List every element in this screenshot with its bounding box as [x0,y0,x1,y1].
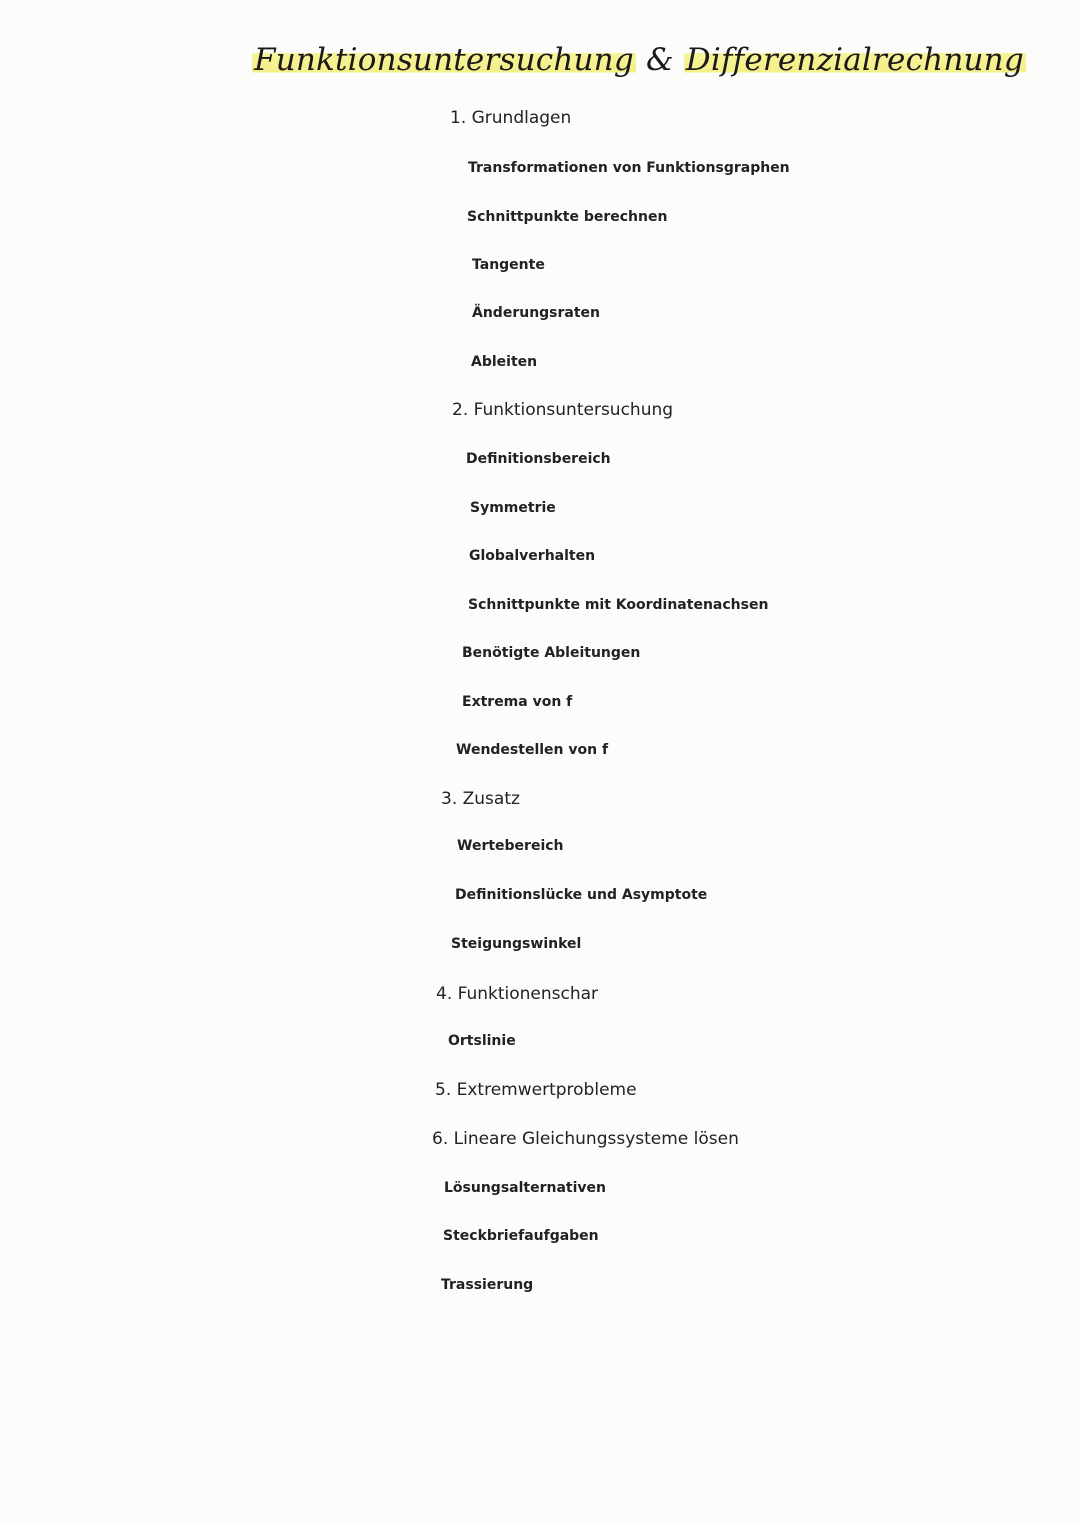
list-item: Definitionsbereich [466,451,611,467]
list-item: Tangente [472,257,545,273]
list-item: Schnittpunkte berechnen [467,209,668,225]
section-heading-funktionenschar: 4. Funktionenschar [436,984,599,1004]
list-item: Änderungsraten [472,305,601,321]
list-item: Transformationen von Funktionsgraphen [468,160,790,176]
title-ampersand: & [645,42,674,78]
list-item: Symmetrie [470,500,556,516]
list-item: Trassierung [441,1277,534,1293]
list-item: Schnittpunkte mit Koordinatenachsen [468,597,769,613]
list-item: Definitionslücke und Asymptote [455,887,708,903]
list-item: Steckbriefaufgaben [443,1228,599,1244]
section-heading-gleichungssysteme: 6. Lineare Gleichungssysteme lösen [432,1129,739,1149]
list-item: Benötigte Ableitungen [462,645,641,661]
title-highlight-1: Funktionsuntersuchung [254,42,634,78]
list-item: Extrema von f [462,694,573,710]
list-item: Ableiten [471,354,538,370]
list-item: Wertebereich [457,838,564,854]
list-item: Ortslinie [448,1033,516,1049]
section-heading-funktionsuntersuchung: 2. Funktionsuntersuchung [452,400,674,420]
page-title [252,42,1026,78]
list-item: Lösungsalternativen [444,1180,606,1196]
section-heading-grundlagen: 1. Grundlagen [450,108,572,128]
title-highlight-2: Differenzialrechnung [685,42,1024,78]
list-item: Steigungswinkel [451,936,582,952]
section-heading-extremwertprobleme: 5. Extremwertprobleme [435,1080,637,1100]
section-heading-zusatz: 3. Zusatz [441,789,520,809]
list-item: Wendestellen von f [456,742,609,758]
list-item: Globalverhalten [469,548,596,564]
